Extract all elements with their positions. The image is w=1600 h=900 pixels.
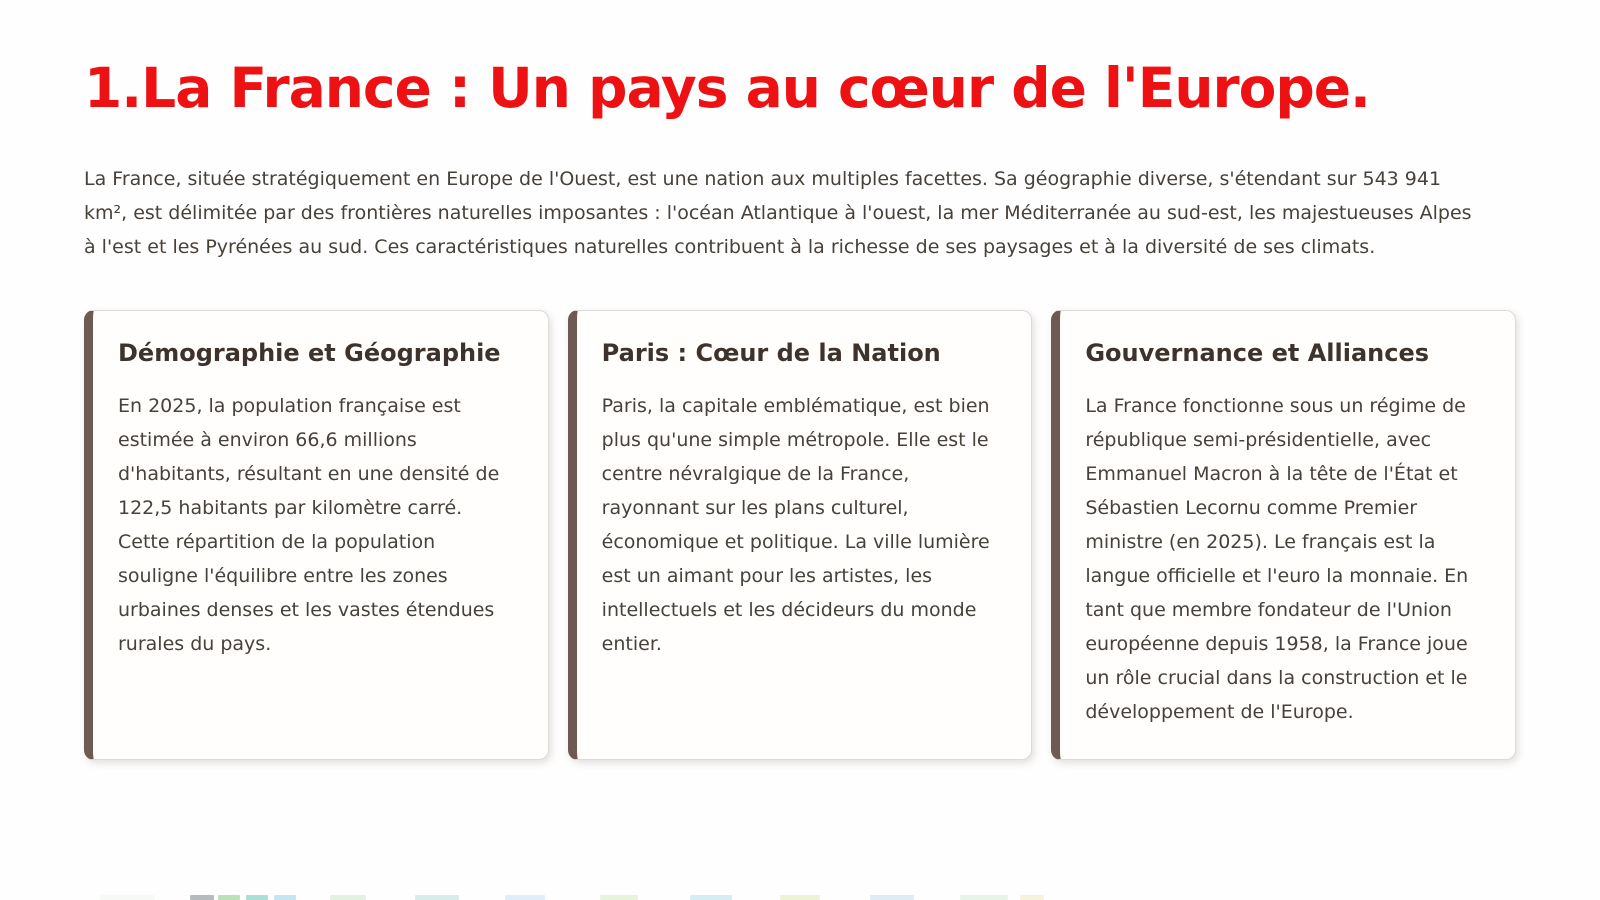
card-paris bbox=[568, 310, 1033, 760]
card-title: Paris : Cœur de la Nation bbox=[601, 339, 941, 367]
bottom-strip-segment bbox=[274, 895, 296, 900]
card-body: Paris, la capitale emblématique, est bien plus qu'une simple métropole. Elle est le centre névralgique de la France, rayonnant sur les plans culturel, économique et politique. La ville lumière est un aimant pour les artistes, les intellectuels et les décideurs du monde entier. bbox=[601, 395, 990, 655]
bottom-strip-segment bbox=[100, 895, 155, 900]
intro-paragraph: La France, située stratégiquement en Europe de l'Ouest, est une nation aux multiples facettes. Sa géographie diverse, s'étendant sur 543 941 km², est délimitée par des frontières naturelles imposantes : l'océan Atlantique à l'ouest, la mer Méditerranée au sud-est, les majestueuses Alpes à l'est et les Pyrénées au sud. Ces caractéristiques naturelles contribuent à la richesse de ses paysages et à la diversité de ses climats. bbox=[84, 168, 1472, 258]
bottom-strip-segment bbox=[505, 895, 545, 900]
bottom-strip-segment bbox=[330, 895, 366, 900]
bottom-strip-segment bbox=[870, 895, 914, 900]
bottom-strip-segment bbox=[246, 895, 268, 900]
card-body: La France fonctionne sous un régime de république semi-présidentielle, avec Emmanuel Macron à la tête de l'État et Sébastien Lecornu comme Premier ministre (en 2025). Le français est la langue officielle et l'euro la monnaie. En tant que membre fondateur de l'Union européenne depuis 1958, la France joue un rôle crucial dans la construction et le développement de l'Europe. bbox=[1085, 395, 1469, 723]
bottom-strip-segment bbox=[190, 895, 214, 900]
bottom-strip-segment bbox=[600, 895, 638, 900]
page-title: 1.La France : Un pays au cœur de l'Europe. bbox=[84, 56, 1370, 120]
card-gouvernance bbox=[1051, 310, 1516, 760]
cards-row bbox=[84, 310, 1516, 760]
bottom-strip-segment bbox=[960, 895, 1008, 900]
card-demographie bbox=[84, 310, 549, 760]
bottom-strip-segment bbox=[690, 895, 732, 900]
bottom-strip-segment bbox=[415, 895, 459, 900]
bottom-strip-segment bbox=[780, 895, 820, 900]
bottom-strip-segment bbox=[218, 895, 240, 900]
card-title: Gouvernance et Alliances bbox=[1085, 339, 1430, 367]
bottom-strip-segment bbox=[1020, 895, 1044, 900]
card-title: Démographie et Géographie bbox=[118, 339, 501, 367]
bottom-strip bbox=[0, 894, 1600, 900]
card-body: En 2025, la population française est estimée à environ 66,6 millions d'habitants, résultant en une densité de 122,5 habitants par kilomètre carré. Cette répartition de la population souligne l'équilibre entre les zones urbaines denses et les vastes étendues rurales du pays. bbox=[118, 395, 500, 655]
